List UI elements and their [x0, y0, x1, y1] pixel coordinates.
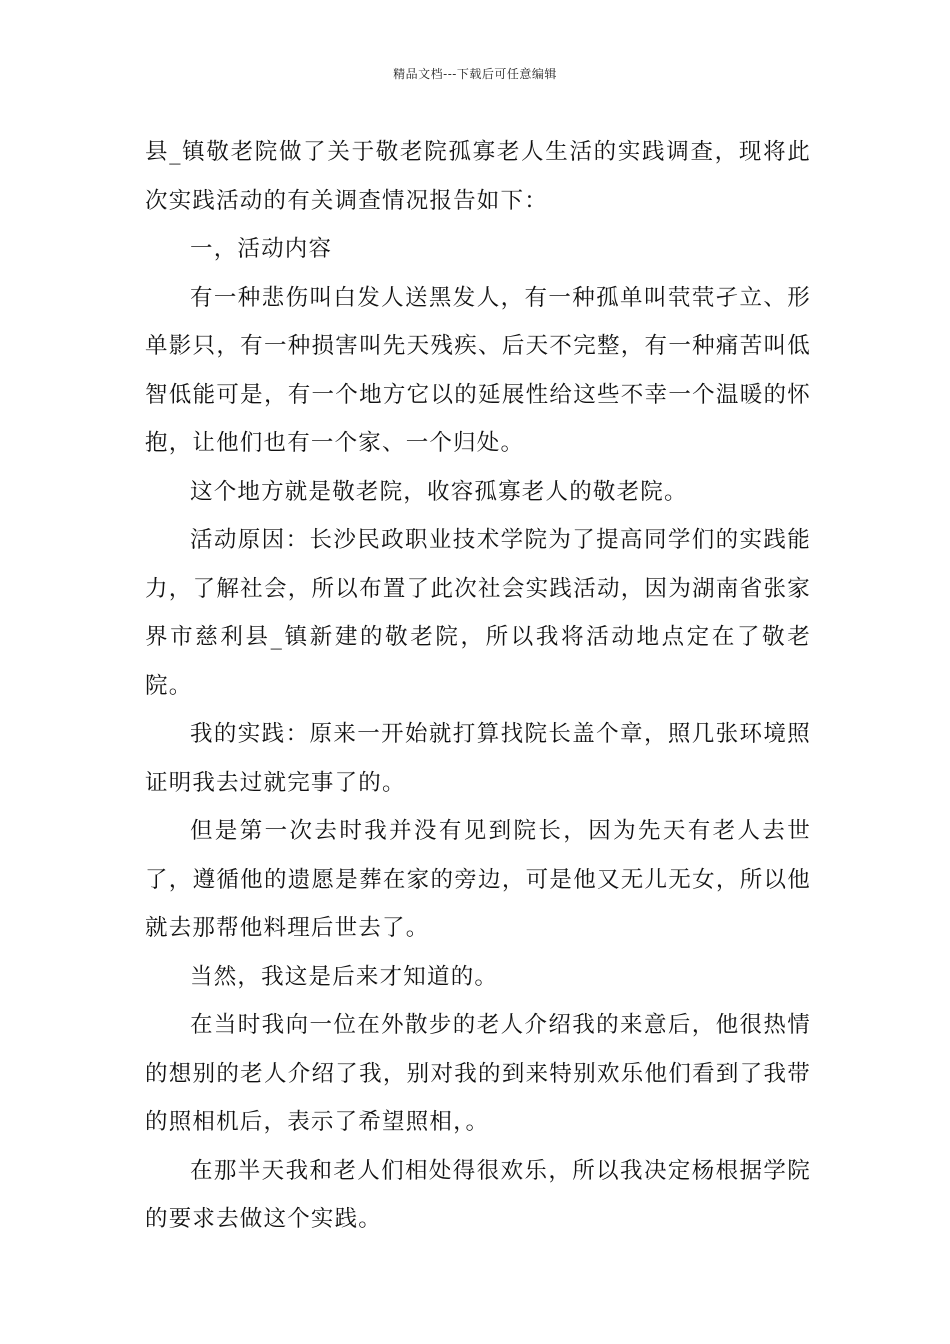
paragraph-sorrow: 有一种悲伤叫白发人送黑发人，有一种孤单叫茕茕孑立、形单影只，有一种损害叫先天残疾、后天不完整，有一种痛苦叫低智低能可是，有一个地方它以的延展性给这些不幸一个温暖的怀抱，让他们也有一个家、一个归处。 — [145, 284, 811, 456]
section-heading-activity-content: 一，活动内容 — [190, 236, 333, 262]
document-body — [145, 128, 811, 1244]
paragraph-first-visit: 但是第一次去时我并没有见到院长，因为先天有老人去世了，遵循他的遗愿是葬在家的旁边，可是他又无儿无女，所以他就去那帮他料理后世去了。 — [145, 818, 811, 941]
paragraph-my-practice: 我的实践：原来一开始就打算找院长盖个章，照几张环境照证明我去过就完事了的。 — [145, 721, 811, 796]
paragraph-later-known: 当然，我这是后来才知道的。 — [190, 963, 499, 990]
page-header: 精品文档---下载后可任意编辑 — [393, 67, 557, 81]
paragraph-introduction: 在当时我向一位在外散步的老人介绍我的来意后，他很热情的想别的老人介绍了我，别对我的到来特别欢乐他们看到了我带的照相机后，表示了希望照相，。 — [145, 1012, 811, 1135]
paragraph-decision: 在那半天我和老人们相处得很欢乐，所以我决定杨根据学院的要求去做这个实践。 — [145, 1157, 811, 1232]
paragraph-intro: 县_镇敬老院做了关于敬老院孤寡老人生活的实践调查，现将此次实践活动的有关调查情况报告如下： — [145, 139, 811, 214]
paragraph-place: 这个地方就是敬老院，收容孤寡老人的敬老院。 — [190, 478, 688, 505]
paragraph-reason: 活动原因：长沙民政职业技术学院为了提高同学们的实践能力，了解社会，所以布置了此次社会实践活动，因为湖南省张家界市慈利县_镇新建的敬老院，所以我将活动地点定在了敬老院。 — [145, 527, 811, 699]
